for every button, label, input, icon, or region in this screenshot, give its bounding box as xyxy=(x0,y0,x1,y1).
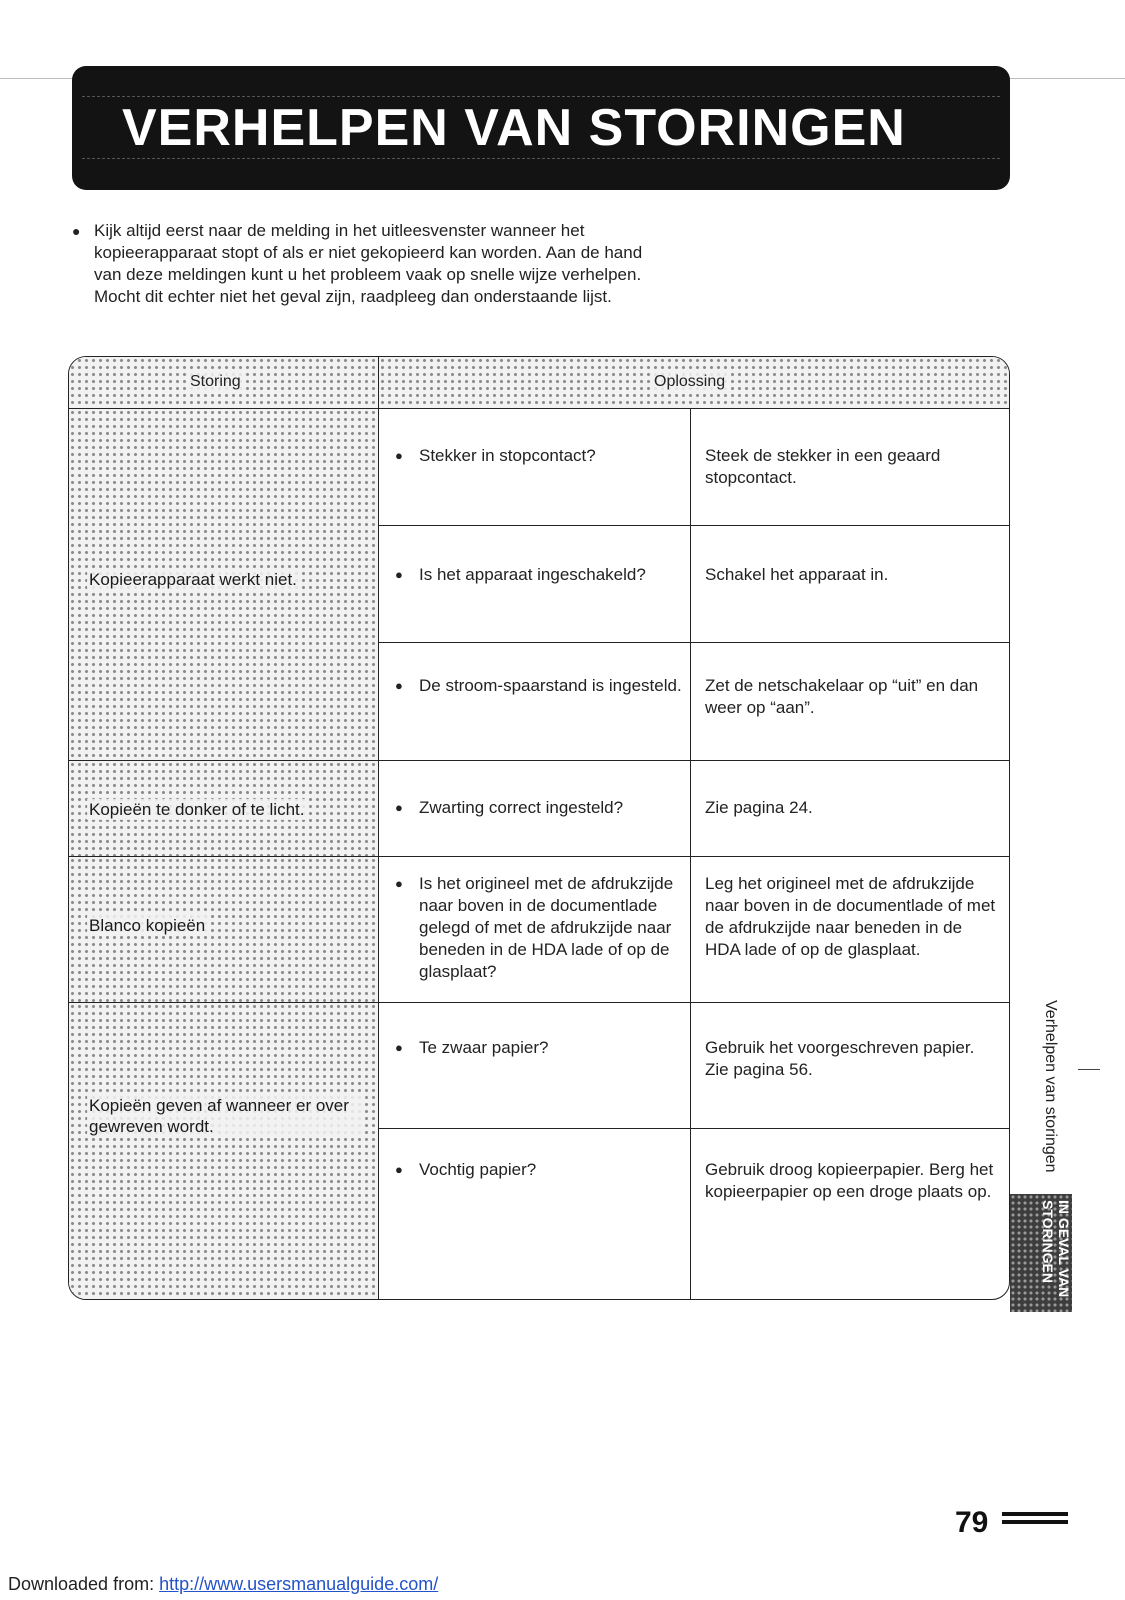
intro-paragraph xyxy=(72,220,672,308)
intro-text: Kijk altijd eerst naar de melding in het uitleesvenster wanneer het kopieerapparaat stopt of als er niet gekopieerd kan worden. Aan de hand van deze meldingen kunt u het probleem vaak op snelle wijze verhelpen. Mocht dit echter niet het geval zijn, raadpleeg dan onderstaande lijst. xyxy=(94,221,643,306)
fix-cell xyxy=(691,857,1009,1003)
fix-text: Gebruik droog kopieerpapier. Berg het kopieerpapier op een droge plaats op. xyxy=(705,1160,994,1201)
fix-text: Zie pagina 24. xyxy=(705,798,813,817)
header-storing xyxy=(69,357,379,409)
download-link[interactable]: http://www.usersmanualguide.com/ xyxy=(159,1574,439,1594)
download-prefix: Downloaded from: xyxy=(8,1574,160,1594)
bullet-icon: ● xyxy=(395,800,403,815)
problem-label: Kopieën te donker of te licht. xyxy=(89,800,305,819)
download-note xyxy=(8,1574,438,1595)
fix-text: Schakel het apparaat in. xyxy=(705,565,889,584)
chapter-tab: IN GEVAL VAN STORINGEN xyxy=(1010,1194,1072,1312)
fix-cell xyxy=(691,643,1009,761)
header-oplossing-label: Oplossing xyxy=(651,373,728,391)
fix-cell xyxy=(691,526,1009,643)
cause-text: Zwarting correct ingesteld? xyxy=(419,798,624,817)
problem-label: Kopieën geven af wanneer er over gewreven wordt. xyxy=(87,1095,361,1137)
header-storing-label: Storing xyxy=(187,373,244,391)
cause-cell xyxy=(379,1003,691,1129)
cause-text: Stekker in stopcontact? xyxy=(419,446,596,465)
bullet-icon: ● xyxy=(395,448,403,463)
problem-cell xyxy=(69,409,379,761)
cause-cell xyxy=(379,526,691,643)
page-title: VERHELPEN VAN STORINGEN xyxy=(122,99,906,157)
cause-text: Is het origineel met de afdrukzijde naar boven in de documentlade gelegd of met de afdrukzijde naar beneden in de HDA lade of op de glasplaat? xyxy=(419,874,674,981)
cause-cell xyxy=(379,857,691,1003)
fix-text: Zet de netschakelaar op “uit” en dan weer op “aan”. xyxy=(705,676,979,717)
cause-cell xyxy=(379,409,691,526)
bullet-icon: ● xyxy=(72,223,81,239)
cause-text: De stroom-spaarstand is ingesteld. xyxy=(419,676,682,695)
cause-cell xyxy=(379,643,691,761)
header-oplossing xyxy=(379,357,1009,409)
fix-cell xyxy=(691,1129,1009,1299)
fix-text: Steek de stekker in een geaard stopcontact. xyxy=(705,446,941,487)
page-number: 79 xyxy=(955,1506,989,1539)
bullet-icon: ● xyxy=(395,876,403,891)
problem-label: Blanco kopieën xyxy=(89,916,206,935)
cause-text: Vochtig papier? xyxy=(419,1160,537,1179)
fix-cell xyxy=(691,1003,1009,1129)
bullet-icon: ● xyxy=(395,1040,403,1055)
fix-text: Gebruik het voorgeschreven papier. Zie pagina 56. xyxy=(705,1038,975,1079)
cause-cell xyxy=(379,761,691,857)
problem-label: Kopieerapparaat werkt niet. xyxy=(89,570,297,589)
fix-text: Leg het origineel met de afdrukzijde naar boven in de documentlade of met de afdrukzijde naar beneden in de HDA lade of op de glasplaat. xyxy=(705,874,996,959)
bullet-icon: ● xyxy=(395,567,403,582)
page-number-bars xyxy=(1002,1512,1068,1532)
fix-cell xyxy=(691,409,1009,526)
side-tick xyxy=(1078,1069,1100,1070)
fix-cell xyxy=(691,761,1009,857)
troubleshooting-table xyxy=(68,356,1010,1300)
cause-cell xyxy=(379,1129,691,1299)
title-banner xyxy=(72,66,1010,190)
problem-cell xyxy=(69,761,379,857)
cause-text: Is het apparaat ingeschakeld? xyxy=(419,565,646,584)
problem-cell xyxy=(69,857,379,1003)
problem-cell xyxy=(69,1003,379,1299)
bullet-icon: ● xyxy=(395,678,403,693)
section-side-label: Verhelpen van storingen xyxy=(1042,1000,1059,1173)
bullet-icon: ● xyxy=(395,1162,403,1177)
cause-text: Te zwaar papier? xyxy=(419,1038,549,1057)
